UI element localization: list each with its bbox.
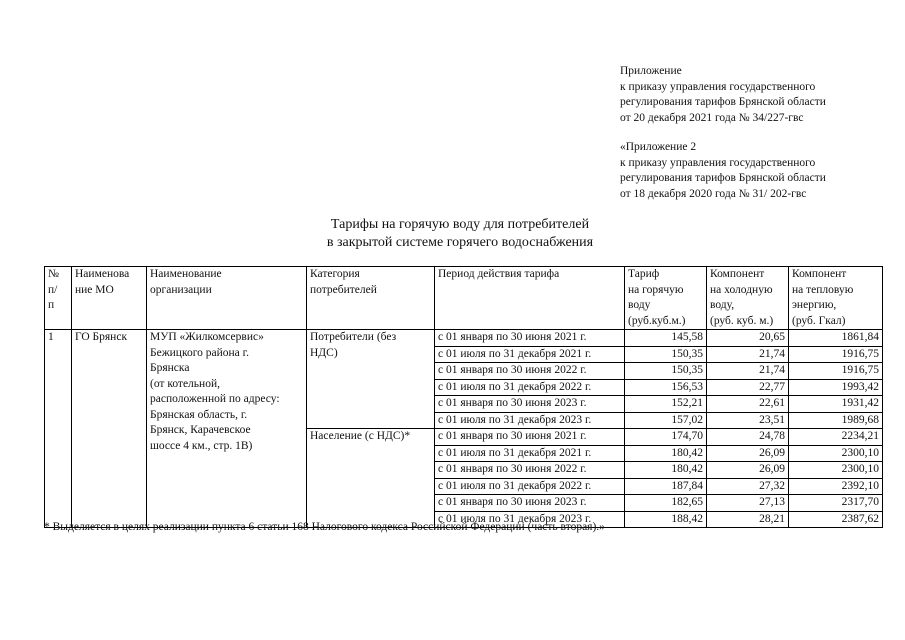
- municipality-cell: ГО Брянск: [72, 330, 147, 528]
- consumer-category-line: НДС): [310, 346, 338, 359]
- column-header-line: п: [48, 299, 55, 311]
- appendix2-header-line: к приказу управления государственного: [620, 156, 816, 169]
- hot-water-tariff-cell: 150,35: [625, 346, 707, 363]
- period-cell: с 01 июля по 31 декабря 2022 г.: [435, 478, 625, 495]
- organization-line: МУП «Жилкомсервис»: [150, 331, 264, 343]
- cold-water-component-cell: 20,65: [707, 330, 789, 347]
- column-header-line: воду,: [710, 299, 735, 311]
- hot-water-tariff-cell: 152,21: [625, 396, 707, 413]
- heat-energy-component-cell: 2392,10: [789, 478, 883, 495]
- column-header-line: Наименование: [150, 268, 222, 280]
- cold-water-component-cell: 27,32: [707, 478, 789, 495]
- period-cell: с 01 июля по 31 декабря 2023 г.: [435, 511, 625, 528]
- consumer-category-cell: [307, 330, 435, 429]
- heat-energy-component-cell: 1993,42: [789, 379, 883, 396]
- hot-water-tariff-cell: 145,58: [625, 330, 707, 347]
- period-cell: с 01 июля по 31 декабря 2022 г.: [435, 379, 625, 396]
- cold-water-component-cell: 22,61: [707, 396, 789, 413]
- heat-energy-component-cell: 2300,10: [789, 445, 883, 462]
- column-header-line: ние МО: [75, 283, 114, 296]
- column-header-line: Тариф: [628, 268, 660, 280]
- hot-water-tariff-cell: 150,35: [625, 363, 707, 380]
- appendix-header-line: регулирования тарифов Брянской области: [620, 96, 826, 108]
- column-header: [789, 267, 883, 330]
- appendix2-header-line: от 18 декабря 2020 года № 31/ 202-гвс: [620, 187, 807, 200]
- title-line-1: Тарифы на горячую воду для потребителей: [330, 217, 590, 232]
- period-cell: с 01 января по 30 июня 2023 г.: [435, 396, 625, 413]
- organization-cell: [147, 330, 307, 528]
- cold-water-component-cell: 27,13: [707, 495, 789, 512]
- period-cell: с 01 июля по 31 декабря 2021 г.: [435, 346, 625, 363]
- heat-energy-component-cell: 2300,10: [789, 462, 883, 479]
- appendix-header: [620, 64, 826, 126]
- table-row: [45, 330, 883, 347]
- appendix2-header-line: регулирования тарифов Брянской области: [620, 172, 826, 184]
- consumer-category-cell: [307, 429, 435, 528]
- organization-line: Брянск, Карачевское: [150, 424, 251, 436]
- column-header-line: (руб. куб. м.): [710, 314, 774, 327]
- period-cell: с 01 января по 30 июня 2022 г.: [435, 462, 625, 479]
- appendix2-header-line: «Приложение 2: [620, 141, 697, 153]
- heat-energy-component-cell: 1916,75: [789, 346, 883, 363]
- table-header-row: [45, 267, 883, 330]
- column-header-line: Категория: [310, 268, 360, 280]
- consumer-category-line: Потребители (без: [310, 331, 397, 343]
- column-header-line: Наименова: [75, 268, 130, 280]
- column-header-line: (руб.куб.м.): [628, 314, 686, 327]
- cold-water-component-cell: 26,09: [707, 445, 789, 462]
- period-cell: с 01 июля по 31 декабря 2021 г.: [435, 445, 625, 462]
- column-header-line: на холодную: [710, 283, 773, 296]
- hot-water-tariff-cell: 180,42: [625, 462, 707, 479]
- column-header-line: потребителей: [310, 283, 377, 296]
- period-cell: с 01 января по 30 июня 2021 г.: [435, 429, 625, 446]
- organization-line: Брянская область, г.: [150, 408, 248, 421]
- column-header-line: Компонент: [792, 268, 847, 280]
- cold-water-component-cell: 26,09: [707, 462, 789, 479]
- appendix-header-line: от 20 декабря 2021 года № 34/227-гвс: [620, 111, 804, 124]
- hot-water-tariff-cell: 174,70: [625, 429, 707, 446]
- document-title: [250, 216, 670, 252]
- footnote: * Выделяется в целях реализации пункта 6 статьи 168 Налогового кодекса Российской Федерации (часть вторая).»: [44, 521, 605, 533]
- organization-line: расположенной по адресу:: [150, 393, 280, 405]
- cold-water-component-cell: 21,74: [707, 363, 789, 380]
- organization-line: (от котельной,: [150, 377, 220, 390]
- column-header-line: п/: [48, 283, 58, 296]
- hot-water-tariff-cell: 156,53: [625, 379, 707, 396]
- heat-energy-component-cell: 2387,62: [789, 511, 883, 528]
- appendix2-header: [620, 140, 826, 202]
- column-header: [707, 267, 789, 330]
- heat-energy-component-cell: 1916,75: [789, 363, 883, 380]
- heat-energy-component-cell: 1931,42: [789, 396, 883, 413]
- cold-water-component-cell: 28,21: [707, 511, 789, 528]
- row-number: 1: [45, 330, 72, 528]
- appendix-header-line: Приложение: [620, 65, 682, 77]
- column-header: [307, 267, 435, 330]
- hot-water-tariff-cell: 187,84: [625, 478, 707, 495]
- column-header-line: воду: [628, 299, 651, 311]
- organization-line: шоссе 4 км., стр. 1В): [150, 439, 253, 452]
- column-header: [45, 267, 72, 330]
- title-line-2: в закрытой системе горячего водоснабжения: [326, 235, 594, 250]
- column-header-line: на тепловую: [792, 283, 854, 296]
- table-body: [45, 330, 883, 528]
- column-header-line: (руб. Гкал): [792, 314, 846, 327]
- period-cell: с 01 июля по 31 декабря 2023 г.: [435, 412, 625, 429]
- column-header: [72, 267, 147, 330]
- column-header-line: организации: [150, 283, 212, 296]
- hot-water-tariff-cell: 188,42: [625, 511, 707, 528]
- cold-water-component-cell: 21,74: [707, 346, 789, 363]
- organization-line: Брянска: [150, 362, 190, 374]
- heat-energy-component-cell: 1861,84: [789, 330, 883, 347]
- cold-water-component-cell: 22,77: [707, 379, 789, 396]
- period-cell: с 01 января по 30 июня 2022 г.: [435, 363, 625, 380]
- cold-water-component-cell: 23,51: [707, 412, 789, 429]
- column-header: [625, 267, 707, 330]
- hot-water-tariff-cell: 180,42: [625, 445, 707, 462]
- appendix-header-line: к приказу управления государственного: [620, 80, 816, 93]
- hot-water-tariff-cell: 157,02: [625, 412, 707, 429]
- heat-energy-component-cell: 1989,68: [789, 412, 883, 429]
- cold-water-component-cell: 24,78: [707, 429, 789, 446]
- column-header-line: на горячую: [628, 283, 684, 296]
- consumer-category-line: Население (с НДС)*: [310, 430, 411, 442]
- column-header: [147, 267, 307, 330]
- heat-energy-component-cell: 2317,70: [789, 495, 883, 512]
- column-header-line: Период действия тарифа: [438, 268, 560, 280]
- period-cell: с 01 января по 30 июня 2021 г.: [435, 330, 625, 347]
- period-cell: с 01 января по 30 июня 2023 г.: [435, 495, 625, 512]
- hot-water-tariff-cell: 182,65: [625, 495, 707, 512]
- column-header-line: Компонент: [710, 268, 765, 280]
- tariff-table: [44, 266, 883, 528]
- column-header-line: №: [48, 268, 59, 280]
- column-header-line: энергию,: [792, 299, 837, 311]
- heat-energy-component-cell: 2234,21: [789, 429, 883, 446]
- column-header: [435, 267, 625, 330]
- organization-line: Бежицкого района г.: [150, 346, 249, 359]
